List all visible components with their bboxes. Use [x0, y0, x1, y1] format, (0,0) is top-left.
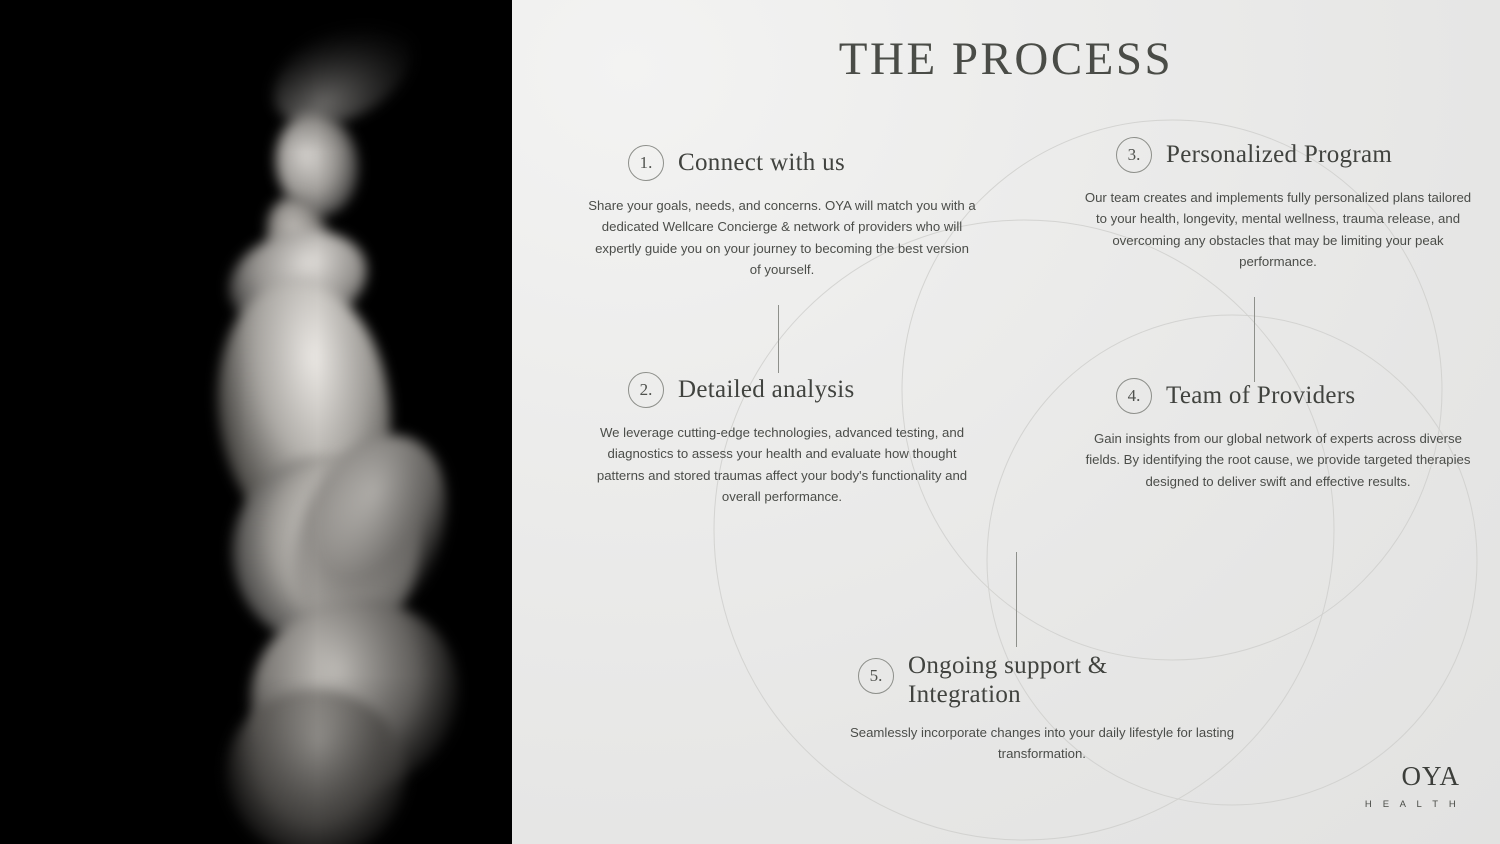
step-2-body: We leverage cutting-edge technologies, advanced testing, and diagnostics to assess your health and evaluate how thought patterns and stored traumas affect your body's functionality and overall performance.: [596, 425, 968, 505]
step-1-body: Share your goals, needs, and concerns. OYA will match you with a dedicated Wellcare Concierge & network of providers who will expertly guide you on your journey to becoming the best version of yourself.: [588, 198, 976, 278]
connector-step3-step4: [1254, 297, 1255, 382]
process-step-1: [580, 145, 980, 281]
step-4-body: Gain insights from our global network of experts across diverse fields. By identifying the root cause, we provide targeted therapies designed to deliver swift and effective results.: [1085, 431, 1471, 489]
step-1-number: 1.: [628, 145, 664, 181]
step-2-title: Detailed analysis: [678, 375, 855, 403]
process-step-2: [580, 372, 980, 508]
step-5-number: 5.: [858, 658, 894, 694]
step-3-body: Our team creates and implements fully personalized plans tailored to your health, longevity, mental wellness, trauma release, and overcoming any obstacles that may be limiting your peak performance.: [1084, 190, 1472, 270]
step-5-body: Seamlessly incorporate changes into your daily lifestyle for lasting transformation.: [849, 724, 1235, 761]
connector-step4-step5: [1016, 552, 1017, 647]
step-5-title: Ongoing support & Integration: [908, 652, 1108, 708]
step-2-header: [580, 372, 980, 408]
brand-logo: [1365, 763, 1460, 810]
step-1-title: Connect with us: [678, 148, 845, 176]
page-title: THE PROCESS: [838, 33, 1174, 85]
process-step-5: [812, 652, 1272, 764]
step-2-number: 2.: [628, 372, 664, 408]
process-step-3: [1072, 137, 1482, 273]
step-4-title: Team of Providers: [1166, 381, 1356, 409]
step-3-title: Personalized Program: [1166, 140, 1393, 168]
step-3-header: [1072, 137, 1482, 173]
woman-in-bodysuit-profile-photo: [0, 0, 512, 844]
step-1-header: [580, 145, 980, 181]
connector-step1-step2: [778, 305, 779, 373]
step-4-header: [1072, 378, 1482, 414]
step-4-number: 4.: [1116, 378, 1152, 414]
process-step-4: [1072, 378, 1482, 492]
logo-subtitle: H E A L T H: [1364, 799, 1460, 810]
step-5-header: [812, 652, 1272, 710]
logo-wordmark: OYA: [1401, 761, 1460, 791]
content-panel: [512, 0, 1500, 844]
photo-panel: [0, 0, 512, 844]
step-3-number: 3.: [1116, 137, 1152, 173]
